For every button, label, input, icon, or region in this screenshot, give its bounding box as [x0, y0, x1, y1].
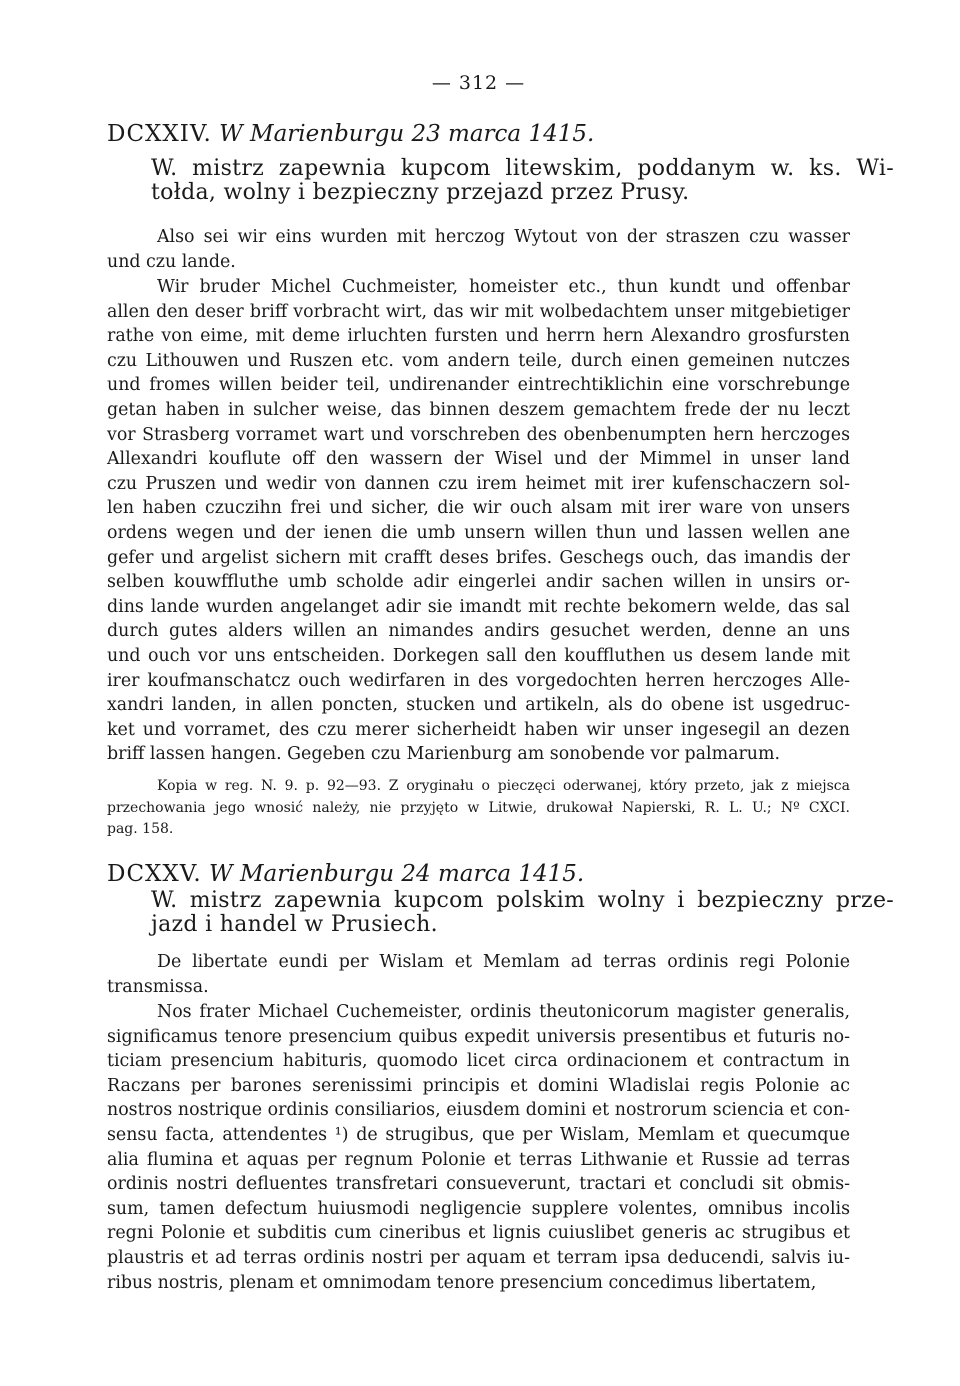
doc1-body-line: czu Pruszen und wedir von dannen czu irem heimet mit irer kufenschaczern sol- — [107, 473, 850, 494]
doc2-place-date: W Marienburgu 24 marca 1415. — [209, 861, 585, 887]
doc1-note-line: Kopia w reg. N. 9. p. 92—93. Z oryginału o pieczęci oderwanej, który przeto, jak z miejsca — [157, 778, 850, 794]
doc1-note-line: przechowania jego wnosić należy, nie przyjęto w Litwie, drukował Napierski, R. L. U.; Nº CXCI. — [107, 799, 850, 816]
doc2-body-line: Nos frater Michael Cuchemeister, ordinis theutonicorum magister generalis, — [157, 1002, 850, 1022]
doc1-body-line: durch gutes alders willen an nimandes andirs gesuchet werden, denne an uns — [107, 621, 850, 642]
doc2-body-line: sum, tamen defectum huiusmodi negligencie supplere volentes, omnibus incolis — [107, 1198, 850, 1219]
doc2-body-line: ordinis nostri defluentes transfretari consueverunt, tractari et concludi sit obmis- — [107, 1174, 850, 1195]
doc1-body-line: Wir bruder Michel Cuchmeister, homeister etc., thun kundt und offenbar — [157, 277, 850, 297]
doc2-body-line: ribus nostris, plenam et omnimodam tenore presencium concedimus libertatem, — [107, 1272, 817, 1293]
doc1-body-line: vor Strasberg vorramet wart und vorschreben des obenbenumpten hern herczoges — [107, 424, 850, 445]
doc2-body-line: Raczans per barones serenissimi principis et domini Wladislai regis Polonie ac — [107, 1075, 850, 1096]
doc2-intro — [107, 950, 850, 999]
doc2-body-line: regni Polonie et subditis cum cineribus et lignis cuiuslibet generis ac strugibus et — [107, 1223, 850, 1244]
doc2-number: DCXXV. — [107, 861, 202, 887]
doc1-place-date: W Marienburgu 23 marca 1415. — [219, 121, 595, 147]
doc1-summary-line: tołda, wolny i bezpieczny przejazd przez Prusy. — [151, 180, 690, 205]
doc1-body-line: rathe von eime, mit deme irluchten fursten und herrn hern Alexandro grosfursten — [107, 326, 850, 347]
doc1-body-line: Allexandri kouflute off den wassern der Wisel und der Mimmel in unser land — [107, 449, 850, 470]
doc1-intro-line: Also sei wir eins wurden mit herczog Wytout von der straszen czu wasser — [157, 227, 850, 247]
doc1-intro-line: und czu lande. — [107, 251, 236, 272]
doc2-body — [107, 1000, 850, 1295]
doc1-body-line: allen den deser briff vorbracht wirt, das wir mit wolbedachtem unser mitgebietiger — [107, 301, 850, 322]
doc1-note-line: pag. 158. — [107, 821, 174, 837]
doc2-heading — [107, 862, 850, 887]
doc2-intro-line: transmissa. — [107, 976, 209, 997]
doc1-body-line: gefer und argelist sichern mit crafft deses brifes. Geschegs ouch, das imandis der — [107, 547, 850, 568]
doc2-summary — [107, 889, 894, 937]
doc1-summary — [107, 157, 894, 205]
page-number: — 312 — — [431, 72, 526, 94]
doc1-body-line: selben kouwffluthe umb scholde adir eingerlei andir sachen willen in unsirs or- — [107, 572, 850, 593]
doc1-body — [107, 275, 850, 767]
doc1-body-line: czu Lithouwen und Ruszen etc. vom andern teile, durch einen gemeinen nutczes — [107, 350, 850, 371]
doc2-body-line: nostros nostrique ordinis consiliarios, eiusdem domini et nostrorum sciencia et con- — [107, 1100, 850, 1121]
doc2-summary-line: W. mistrz zapewnia kupcom polskim wolny i bezpieczny prze- — [151, 888, 894, 913]
doc1-body-line: ket und vorramet, des czu merer sicherheidt haben wir unser ingesegil an dezen — [107, 719, 850, 740]
doc2-body-line: ticiam presencium habituris, quomodo licet circa ordinacionem et contractum in — [107, 1051, 850, 1072]
doc1-body-line: irer koufmanschatcz ouch wedirfaren in des vorgedochten herren herczoges Alle- — [107, 670, 850, 691]
doc2-body-line: alia flumina et aquas per regnum Polonie et terras Lithwanie et Russie ad terras — [107, 1149, 850, 1170]
doc2-body-line: significamus tenore presencium quibus expedit universis presentibus et futuris no- — [107, 1026, 850, 1047]
doc1-body-line: len haben czuczihn frei und sicher, die wir ouch alsam mit irer ware von unsers — [107, 498, 850, 519]
doc2-intro-line: De libertate eundi per Wislam et Memlam ad terras ordinis regi Polonie — [157, 952, 850, 972]
doc1-summary-line: W. mistrz zapewnia kupcom litewskim, poddanym w. ks. Wi- — [151, 156, 894, 181]
doc1-body-line: xandri landen, in allen poncten, stucken und artikeln, als do obene ist usgedruc- — [107, 695, 850, 716]
doc2-body-line: sensu facta, attendentes ¹) de strugibus, que per Wislam, Memlam et quecumque — [107, 1124, 850, 1145]
doc1-body-line: ordens wegen und der ienen die umb unsern willen thun und lassen wellen ane — [107, 522, 850, 543]
doc2-body-line: plaustris et ad terras ordinis nostri per aquam et terram ipsa deducendi, salvis iu- — [107, 1247, 850, 1268]
doc1-body-line: briff lassen hangen. Gegeben czu Marienburg am sonobende vor palmarum. — [107, 744, 780, 765]
doc1-note — [107, 776, 850, 841]
doc1-heading — [107, 122, 850, 147]
doc1-number: DCXXIV. — [107, 121, 212, 147]
doc1-body-line: getan haben in sulcher weise, das binnen deszem gemachtem frede der nu leczt — [107, 399, 850, 420]
doc1-body-line: und fromes willen beider teil, undirenander eintrechtiklichin eine vorschrebunge — [107, 375, 850, 396]
doc1-body-line: dins lande wurden angelanget adir sie imandt mit rechte bekomern welde, das sal — [107, 596, 850, 617]
doc2-summary-line: jazd i handel w Prusiech. — [151, 912, 438, 937]
doc1-intro — [107, 225, 850, 274]
doc1-body-line: und ouch vor uns entscheiden. Dorkegen sall den kouffluthen us desem lande mit — [107, 645, 850, 666]
